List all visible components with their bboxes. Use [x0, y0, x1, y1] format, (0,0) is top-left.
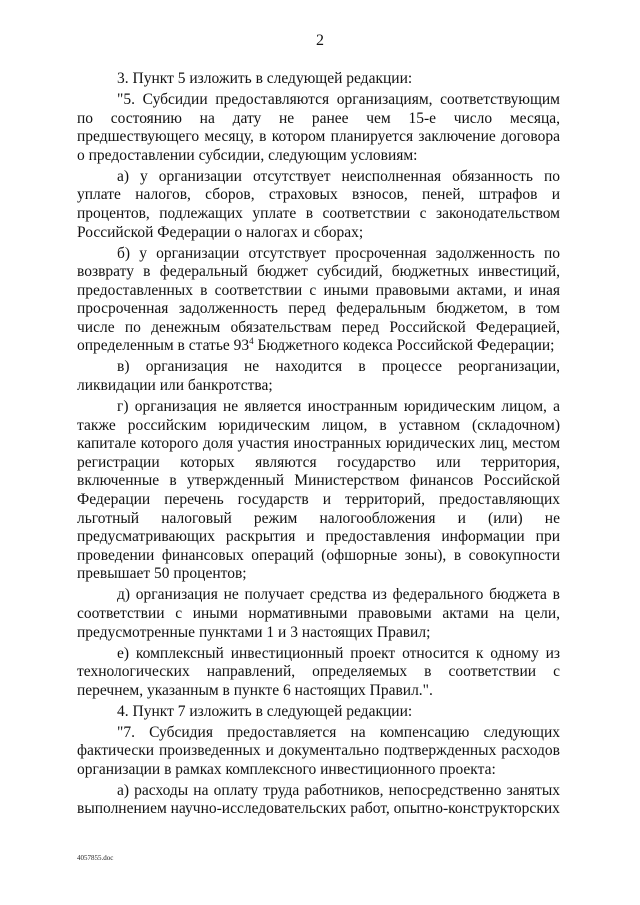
paragraph-item-4-heading: 4. Пункт 7 изложить в следующей редакции:	[117, 702, 413, 720]
paragraph-clause-7: "7. Субсидия предоставляется на компенсацию следующих фактически произведенных и документально подтвержденных расходов организации в рамках комплексного инвестиционного проекта:	[77, 723, 560, 778]
paragraph-condition-e: е) комплексный инвестиционный проект относится к одному из технологических направлений, определяемых в соответствии с перечнем, указанным в пункте 6 настоящих Правил.".	[77, 644, 560, 699]
document-body	[77, 70, 560, 821]
footer-filename: 4057855.doc	[77, 854, 114, 862]
paragraph-condition-v: в) организация не находится в процессе реорганизации, ликвидации или банкротства;	[77, 358, 560, 395]
paragraph-condition-b: б) у организации отсутствует просроченная задолженность по возврату в федеральный бюджет субсидий, бюджетных инвестиций, предоставленных в соответствии с иными правовыми актами, и иная просроченная задолженность перед федеральным бюджетом, в том числе по денежным обязательствам перед Российской Федерацией, определенным в статье $93^4$ Бюджетного кодекса Российской Федерации;	[77, 244, 560, 355]
page-number: 2	[316, 32, 324, 49]
paragraph-expense-a: а) расходы на оплату труда работников, непосредственно занятых выполнением научно-исследовательских работ, опытно-конструкторских	[77, 781, 560, 818]
paragraph-item-3-heading: 3. Пункт 5 изложить в следующей редакции:	[117, 70, 413, 87]
paragraph-condition-a: а) у организации отсутствует неисполненная обязанность по уплате налогов, сборов, страховых взносов, пеней, штрафов и процентов, подлежащих уплате в соответствии с законодательством Российской Федерации о налогах и сборах;	[77, 167, 560, 241]
paragraph-condition-g: г) организация не является иностранным юридическим лицом, а также российским юридическим лицом, в уставном (складочном) капитале которого доля участия иностранных юридических лиц, местом регистрации которых являются государство или территория, включенные в утвержденный Министерством финансов Российской Федерации перечень государств и территорий, предоставляющих льготный налоговый режим налогообложения и (или) не предусматривающих раскрытия и предоставления информации при проведении финансовых операций (офшорные зоны), в совокупности превышает 50 процентов;	[77, 398, 560, 583]
superscript-article-index: 4	[249, 336, 254, 347]
paragraph-clause-5: "5. Субсидии предоставляются организациям, соответствующим по состоянию на дату не ранее чем 15-е число месяца, предшествующего месяцу, в котором планируется заключение договора о предоставлении субсидии, следующим условиям:	[77, 90, 560, 164]
paragraph-condition-d: д) организация не получает средства из федерального бюджета в соответствии с иными нормативными правовыми актами на цели, предусмотренные пунктами 1 и 3 настоящих Правил;	[77, 586, 560, 641]
